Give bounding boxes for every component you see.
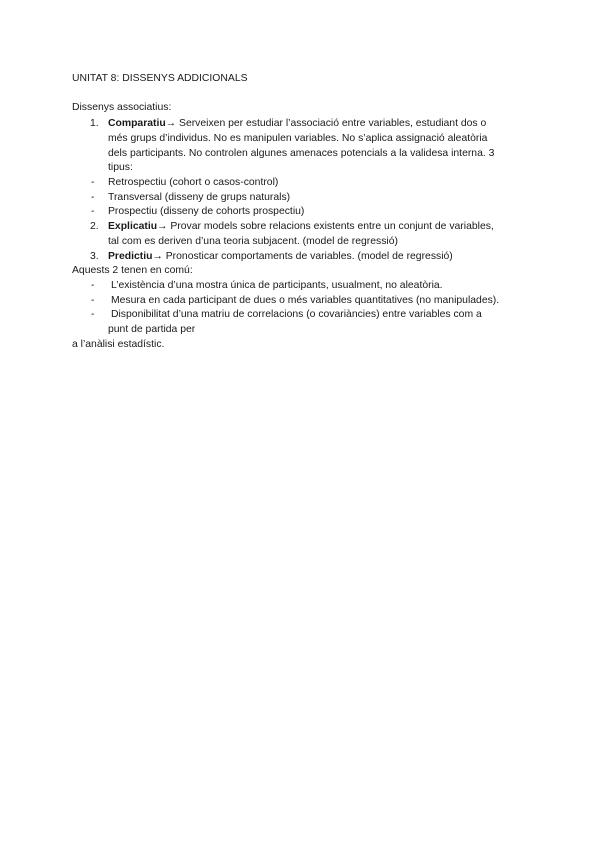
item-text: més grups d’individus. No es manipulen variables. No s’aplica assignació aleatòria (108, 133, 488, 144)
list-item-predictiu (108, 249, 453, 264)
subtype-item: Retrospectiu (cohort o casos-control) (108, 177, 279, 188)
item-text: Provar models sobre relacions existents entre un conjunt de variables, (167, 221, 494, 232)
dash-bullet: - (91, 192, 95, 203)
common-item: L’existència d’una mostra única de participants, usualment, no aleatòria. (111, 280, 443, 291)
dash-bullet: - (91, 295, 95, 306)
item-text: tal com es deriven d’una teoria subjacent. (model de regressió) (108, 236, 398, 247)
document-title: UNITAT 8: DISSENYS ADDICIONALS (72, 73, 248, 84)
item-text: Serveixen per estudiar l’associació entre variables, estudiant dos o (176, 118, 487, 129)
dash-bullet: - (91, 309, 95, 320)
item-text: tipus: (108, 162, 133, 173)
common-item: Mesura en cada participant de dues o més variables quantitatives (no manipulades). (111, 295, 500, 306)
list-number: 3. (90, 251, 99, 262)
common-item: Disponibilitat d’una matriu de correlacions (o covariàncies) entre variables com a (111, 309, 482, 320)
subtype-item: Transversal (disseny de grups naturals) (108, 192, 291, 203)
dash-bullet: - (91, 206, 95, 217)
list-item-comparatiu (108, 116, 486, 131)
final-line: a l’anàlisi estadístic. (72, 339, 165, 350)
common-item-continuation: punt de partida per (108, 324, 196, 335)
list-number: 2. (90, 221, 99, 232)
item-text: Pronosticar comportaments de variables. (model de regressió) (162, 251, 453, 262)
common-intro: Aquests 2 tenen en comú: (72, 265, 193, 276)
arrow-icon: → (157, 221, 168, 232)
term: Explicatiu (108, 221, 158, 232)
item-text: dels participants. No controlen algunes amenaces potencials a la validesa interna. 3 (108, 148, 495, 159)
term: Predictiu (108, 251, 153, 262)
arrow-icon: → (165, 118, 177, 129)
section-heading: Dissenys associatius: (72, 102, 172, 113)
dash-bullet: - (91, 280, 95, 291)
subtype-item: Prospectiu (disseny de cohorts prospectiu) (108, 206, 305, 217)
arrow-icon: → (152, 251, 163, 262)
list-number: 1. (90, 118, 99, 129)
term: Comparatiu (108, 118, 166, 129)
list-item-explicatiu (108, 219, 494, 234)
dash-bullet: - (91, 177, 95, 188)
